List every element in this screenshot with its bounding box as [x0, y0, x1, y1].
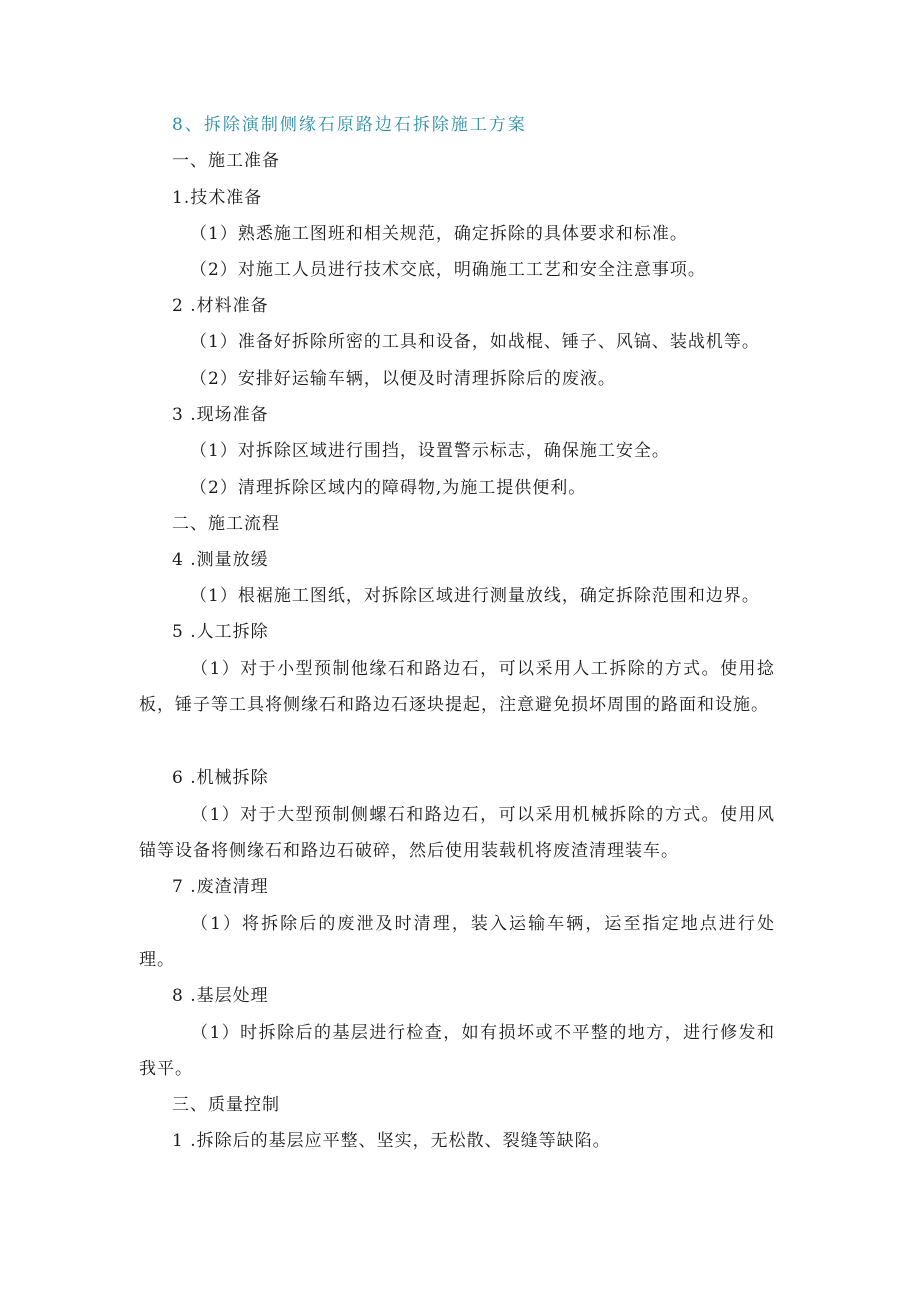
section-heading-preparation: 一、施工准备 — [172, 151, 280, 171]
list-item: （2）清理拆除区域内的障碍物,为施工提供便利。 — [190, 478, 587, 498]
list-item: （2）对施工人员进行技术交底，明确施工工艺和安全注意事项。 — [190, 260, 706, 280]
section-heading-quality: 三、质量控制 — [172, 1095, 280, 1115]
paragraph-mechanical-removal: （1）对于大型预制侧螺石和路边石，可以采用机械拆除的方式。使用风锚等设备将侧缘石和路边石破碎，然后使用装载机将废渣清理装车。 — [139, 805, 775, 861]
list-item: （1）对拆除区域进行围挡，设置警示标志，确保施工安全。 — [190, 441, 670, 461]
subheading-manual-removal: 5 .人工拆除 — [172, 622, 269, 642]
paragraph-base-treatment: （1）时拆除后的基层进行检查，如有损坏或不平整的地方，进行修发和我平。 — [139, 1023, 775, 1079]
list-item: 1 .拆除后的基层应平整、坚实，无松散、裂缝等缺陷。 — [172, 1131, 611, 1151]
document-title: 8、拆除演制侧缘石原路边石拆除施工方案 — [172, 115, 527, 135]
section-heading-process: 二、施工流程 — [172, 514, 280, 534]
subheading-debris-cleanup: 7 .废渣清理 — [172, 877, 269, 897]
subheading-site-preparation: 3 .现场准备 — [172, 405, 269, 425]
paragraph-manual-removal: （1）对于小型预制他缘石和路边石，可以采用人工拆除的方式。使用捻板，锤子等工具将侧缘石和路边石逐块提起，注意避免损坏周围的路面和设施。 — [139, 659, 775, 715]
subheading-mechanical-removal: 6 .机械拆除 — [172, 768, 269, 788]
list-item: （1）熟悉施工图班和相关规范，确定拆除的具体要求和标准。 — [190, 224, 688, 244]
list-item: （2）安排好运输车辆，以便及时清理拆除后的废液。 — [190, 369, 616, 389]
list-item: （1）根裾施工图纸，对拆除区域进行测量放线，确定拆除范围和边界。 — [190, 586, 760, 606]
paragraph-debris-cleanup: （1）将拆除后的废泄及时清理，装入运输车辆，运至指定地点进行处理。 — [139, 914, 775, 970]
list-item: （1）准备好拆除所密的工具和设备，如战棍、锤子、风镐、装战机等。 — [190, 332, 760, 352]
subheading-base-treatment: 8 .基层处理 — [172, 986, 269, 1006]
subheading-material-preparation: 2 .材料准备 — [172, 296, 269, 316]
subheading-technical-preparation: 1.技术准备 — [172, 188, 263, 208]
subheading-survey: 4 .测量放缓 — [172, 550, 269, 570]
